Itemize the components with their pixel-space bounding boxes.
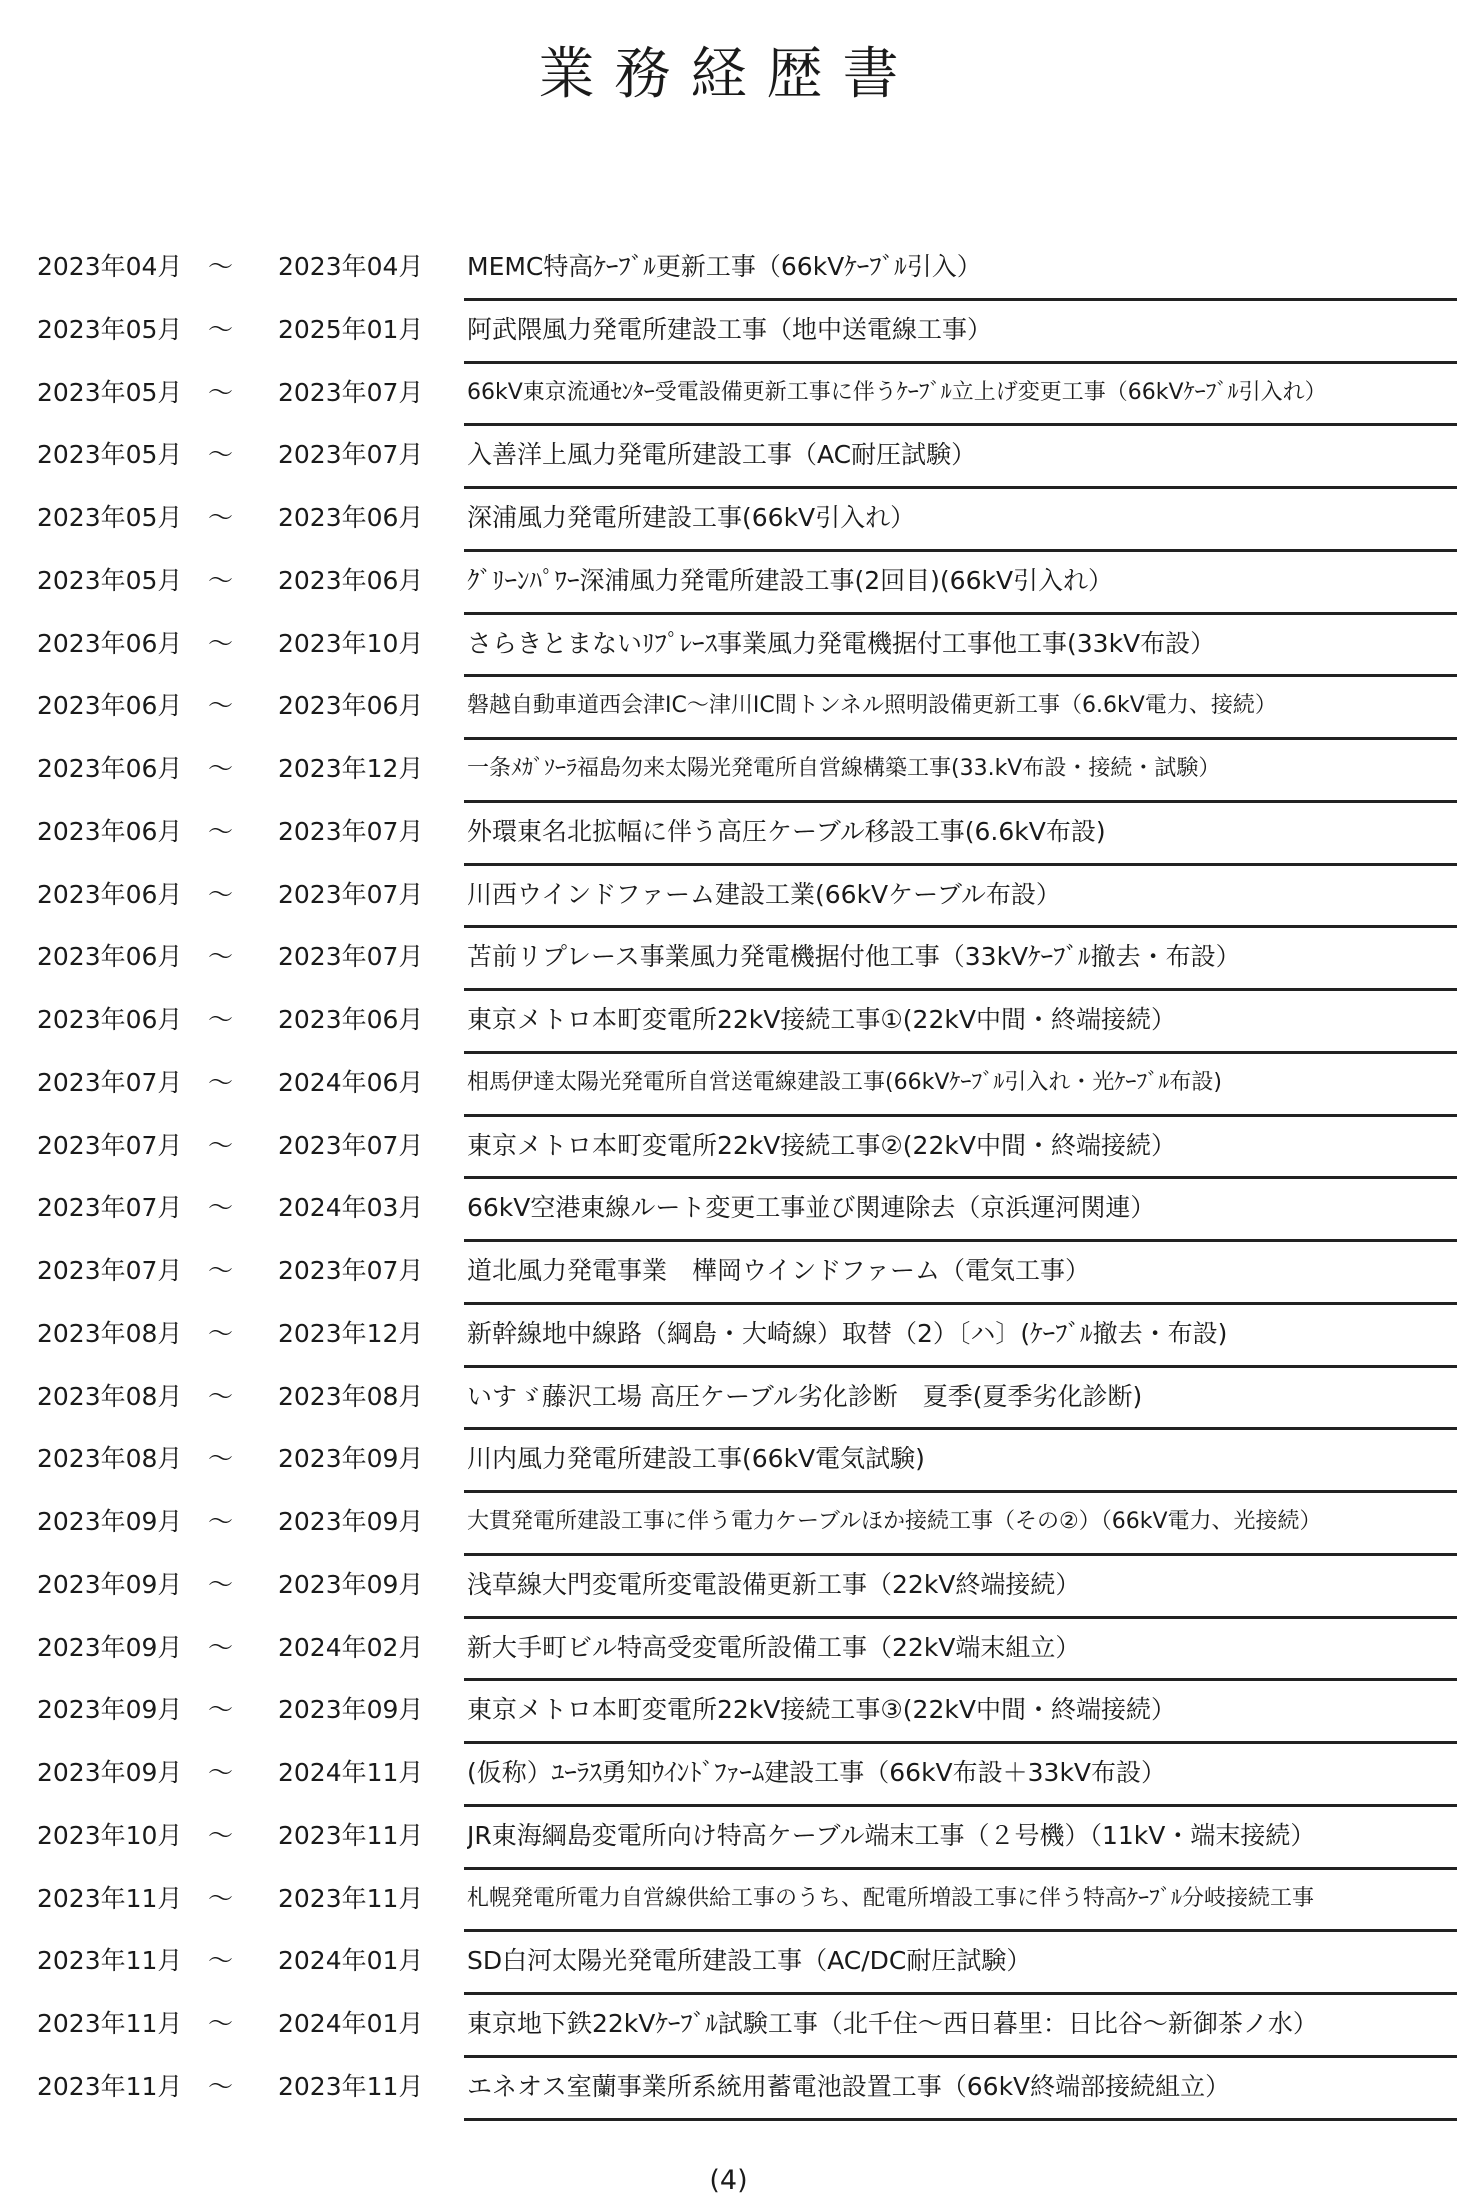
page-title: 業務経歴書 [538, 42, 919, 107]
end-date: 2023年07月 [278, 1130, 424, 1160]
date-range-separator: ～ [208, 565, 234, 595]
end-date: 2023年12月 [278, 1318, 424, 1348]
start-date: 2023年05月 [37, 503, 183, 532]
date-range-separator: ～ [208, 314, 234, 344]
date-range-separator: ～ [208, 1569, 234, 1599]
start-date: 2023年06月 [37, 942, 183, 972]
table-row [0, 1054, 1457, 1117]
start-date: 2023年09月 [37, 1695, 183, 1725]
work-description: 新大手町ビル特高受変電所設備工事（22kV端末組立） [467, 1632, 1081, 1662]
start-date: 2023年05月 [37, 565, 183, 595]
start-date: 2023年09月 [37, 1632, 183, 1662]
table-row [0, 615, 1457, 678]
end-date: 2024年01月 [278, 2009, 424, 2038]
date-range-separator: ～ [208, 1820, 234, 1850]
table-row [0, 1368, 1457, 1431]
table-row [0, 1807, 1457, 1870]
work-description: 東京メトロ本町変電所22kV接続工事③(22kV中間・終端接続） [467, 1695, 1176, 1725]
start-date: 2023年06月 [37, 816, 183, 846]
start-date: 2023年06月 [37, 879, 183, 909]
table-row [0, 301, 1457, 364]
end-date: 2023年07月 [278, 440, 424, 470]
work-description: 66kV東京流通ｾﾝﾀｰ受電設備更新工事に伴うｹｰﾌﾞﾙ立上げ変更工事（66kVｹｰﾌﾞﾙ引入れ） [467, 379, 1327, 405]
end-date: 2024年06月 [278, 1067, 424, 1097]
work-description: 川西ウインドファーム建設工業(66kVケーブル布設） [467, 879, 1061, 909]
table-row [0, 2058, 1457, 2121]
table-row [0, 1556, 1457, 1619]
date-range-separator: ～ [208, 2009, 234, 2038]
start-date: 2023年09月 [37, 1758, 183, 1787]
table-row [0, 1430, 1457, 1493]
date-range-separator: ～ [208, 1883, 234, 1913]
date-range-separator: ～ [208, 1256, 234, 1285]
start-date: 2023年09月 [37, 1507, 183, 1536]
start-date: 2023年07月 [37, 1256, 183, 1285]
end-date: 2023年06月 [278, 503, 424, 532]
end-date: 2023年12月 [278, 754, 424, 783]
date-range-separator: ～ [208, 628, 234, 658]
work-description: 外環東名北拡幅に伴う高圧ケーブル移設工事(6.6kV布設) [467, 816, 1106, 846]
date-range-separator: ～ [208, 1695, 234, 1725]
work-description: 東京メトロ本町変電所22kV接続工事①(22kV中間・終端接続） [467, 1005, 1176, 1034]
table-row [0, 489, 1457, 552]
work-description: MEMC特高ｹｰﾌﾞﾙ更新工事（66kVｹｰﾌﾞﾙ引入） [467, 252, 982, 281]
work-description: 大貫発電所建設工事に伴う電力ケーブルほか接続工事（その②）（66kV電力、光接続） [467, 1509, 1322, 1534]
date-range-separator: ～ [208, 252, 234, 281]
end-date: 2023年09月 [278, 1507, 424, 1536]
end-date: 2025年01月 [278, 314, 424, 344]
work-description: JR東海綱島変電所向け特高ケーブル端末工事（２号機）（11kV・端末接続） [467, 1820, 1316, 1850]
table-row [0, 1870, 1457, 1933]
end-date: 2023年07月 [278, 1256, 424, 1285]
date-range-separator: ～ [208, 754, 234, 783]
end-date: 2024年01月 [278, 1946, 424, 1976]
table-row [0, 677, 1457, 740]
work-description: ｸﾞﾘｰﾝﾊﾟﾜｰ深浦風力発電所建設工事(2回目)(66kV引入れ） [467, 565, 1114, 595]
end-date: 2023年07月 [278, 816, 424, 846]
work-description: 入善洋上風力発電所建設工事（AC耐圧試験） [467, 440, 977, 470]
table-row [0, 1242, 1457, 1305]
date-range-separator: ～ [208, 691, 234, 721]
end-date: 2023年11月 [278, 1820, 424, 1850]
date-range-separator: ～ [208, 1005, 234, 1034]
date-range-separator: ～ [208, 1758, 234, 1787]
date-range-separator: ～ [208, 1946, 234, 1976]
end-date: 2023年10月 [278, 628, 424, 658]
end-date: 2023年06月 [278, 565, 424, 595]
end-date: 2023年09月 [278, 1569, 424, 1599]
end-date: 2023年07月 [278, 879, 424, 909]
start-date: 2023年10月 [37, 1820, 183, 1850]
start-date: 2023年07月 [37, 1130, 183, 1160]
start-date: 2023年11月 [37, 1883, 183, 1913]
start-date: 2023年08月 [37, 1381, 183, 1411]
start-date: 2023年06月 [37, 691, 183, 721]
start-date: 2023年05月 [37, 377, 183, 407]
start-date: 2023年06月 [37, 1005, 183, 1034]
work-description: 東京地下鉄22kVｹｰﾌﾞﾙ試験工事（北千住～西日暮里：日比谷～新御茶ノ水） [467, 2009, 1318, 2038]
work-description: SD白河太陽光発電所建設工事（AC/DC耐圧試験） [467, 1946, 1032, 1976]
table-row [0, 1179, 1457, 1242]
page-number: (4) [709, 2165, 748, 2196]
end-date: 2024年02月 [278, 1632, 424, 1662]
end-date: 2023年07月 [278, 942, 424, 972]
start-date: 2023年09月 [37, 1569, 183, 1599]
work-description: 一条ﾒｶﾞｿｰﾗ福島勿来太陽光発電所自営線構築工事(33.kV布設・接続・試験） [467, 756, 1221, 781]
table-row [0, 1995, 1457, 2058]
table-row [0, 552, 1457, 615]
start-date: 2023年05月 [37, 314, 183, 344]
end-date: 2023年11月 [278, 2071, 424, 2101]
date-range-separator: ～ [208, 377, 234, 407]
date-range-separator: ～ [208, 1130, 234, 1160]
end-date: 2023年09月 [278, 1695, 424, 1725]
table-row [0, 740, 1457, 803]
work-description: 阿武隈風力発電所建設工事（地中送電線工事） [467, 314, 993, 344]
work-description: (仮称）ﾕｰﾗｽ勇知ｳｲﾝﾄﾞﾌｧｰﾑ建設工事（66kV布設＋33kV布設） [467, 1758, 1167, 1787]
row-underline [464, 2118, 1457, 2121]
table-row [0, 1619, 1457, 1682]
date-range-separator: ～ [208, 440, 234, 470]
date-range-separator: ～ [208, 1632, 234, 1662]
work-description: 浅草線大門変電所変電設備更新工事（22kV終端接続） [467, 1569, 1081, 1599]
date-range-separator: ～ [208, 1318, 234, 1348]
date-range-separator: ～ [208, 503, 234, 532]
start-date: 2023年06月 [37, 754, 183, 783]
date-range-separator: ～ [208, 942, 234, 972]
start-date: 2023年11月 [37, 1946, 183, 1976]
work-description: 磐越自動車道西会津IC～津川IC間トンネル照明設備更新工事（6.6kV電力、接続） [467, 693, 1277, 719]
start-date: 2023年07月 [37, 1067, 183, 1097]
work-description: 深浦風力発電所建設工事(66kV引入れ） [467, 503, 916, 532]
date-range-separator: ～ [208, 879, 234, 909]
table-row [0, 364, 1457, 427]
table-row [0, 1305, 1457, 1368]
start-date: 2023年04月 [37, 252, 183, 281]
start-date: 2023年08月 [37, 1444, 183, 1474]
date-range-separator: ～ [208, 2071, 234, 2101]
table-row [0, 991, 1457, 1054]
date-range-separator: ～ [208, 1381, 234, 1411]
end-date: 2023年06月 [278, 691, 424, 721]
work-description: 苫前リプレース事業風力発電機据付他工事（33kVｹｰﾌﾞﾙ撤去・布設） [467, 942, 1241, 972]
table-row [0, 1117, 1457, 1180]
start-date: 2023年11月 [37, 2009, 183, 2038]
work-description: エネオス室蘭事業所系統用蓄電池設置工事（66kV終端部接続組立） [467, 2071, 1231, 2101]
end-date: 2023年11月 [278, 1883, 424, 1913]
table-row [0, 426, 1457, 489]
table-row [0, 1493, 1457, 1556]
work-description: 新幹線地中線路（綱島・大崎線）取替（2）〔ハ〕(ｹｰﾌﾞﾙ撤去・布設) [467, 1318, 1228, 1348]
start-date: 2023年07月 [37, 1193, 183, 1223]
date-range-separator: ～ [208, 1193, 234, 1223]
date-range-separator: ～ [208, 816, 234, 846]
date-range-separator: ～ [208, 1067, 234, 1097]
date-range-separator: ～ [208, 1444, 234, 1474]
end-date: 2023年09月 [278, 1444, 424, 1474]
end-date: 2023年08月 [278, 1381, 424, 1411]
table-row [0, 1681, 1457, 1744]
end-date: 2024年03月 [278, 1193, 424, 1223]
work-description: 66kV空港東線ルート変更工事並び関連除去（京浜運河関連） [467, 1193, 1156, 1223]
work-history-table [0, 238, 1457, 2121]
start-date: 2023年05月 [37, 440, 183, 470]
table-row [0, 1932, 1457, 1995]
end-date: 2024年11月 [278, 1758, 424, 1787]
start-date: 2023年06月 [37, 628, 183, 658]
start-date: 2023年11月 [37, 2071, 183, 2101]
date-range-separator: ～ [208, 1507, 234, 1536]
end-date: 2023年07月 [278, 377, 424, 407]
table-row [0, 1744, 1457, 1807]
work-description: 相馬伊達太陽光発電所自営送電線建設工事(66kVｹｰﾌﾞﾙ引入れ・光ｹｰﾌﾞﾙ布設) [467, 1069, 1222, 1095]
table-row [0, 803, 1457, 866]
table-row [0, 238, 1457, 301]
table-row [0, 928, 1457, 991]
work-description: 札幌発電所電力自営線供給工事のうち、配電所増設工事に伴う特高ｹｰﾌﾞﾙ分岐接続工事 [467, 1885, 1315, 1911]
work-description: 道北風力発電事業 樺岡ウインドファーム（電気工事） [467, 1256, 1091, 1285]
work-description: 東京メトロ本町変電所22kV接続工事②(22kV中間・終端接続） [467, 1130, 1176, 1160]
start-date: 2023年08月 [37, 1318, 183, 1348]
end-date: 2023年06月 [278, 1005, 424, 1034]
table-row [0, 866, 1457, 929]
end-date: 2023年04月 [278, 252, 424, 281]
work-description: 川内風力発電所建設工事(66kV電気試験) [467, 1444, 925, 1474]
work-description: さらきとまないﾘﾌﾟﾚｰｽ事業風力発電機据付工事他工事(33kV布設） [467, 628, 1216, 658]
work-description: いすゞ藤沢工場 高圧ケーブル劣化診断 夏季(夏季劣化診断) [467, 1381, 1143, 1411]
